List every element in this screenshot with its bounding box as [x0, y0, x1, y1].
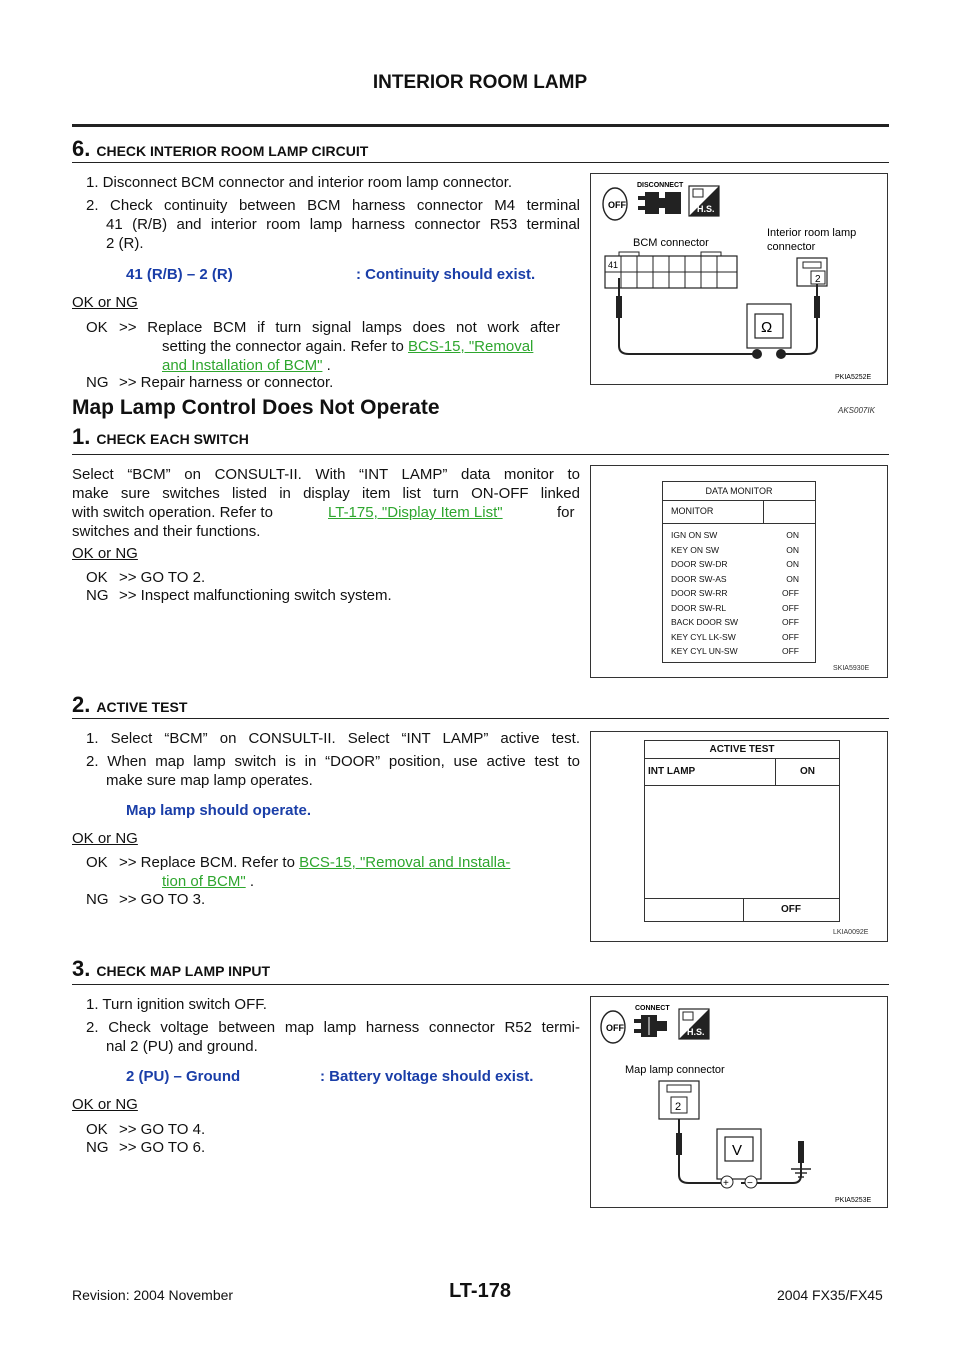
figure-active-test: [590, 731, 888, 942]
map-lamp-connector-label: Map lamp connector: [625, 1064, 725, 1076]
footer-revision: Revision: 2004 November: [72, 1287, 234, 1303]
harness-side-icon: [679, 1009, 709, 1039]
monitor-row: [663, 645, 815, 660]
ignition-off-icon: [601, 1011, 625, 1043]
bcm-connector-label: BCM connector: [633, 237, 709, 249]
header-rule: [72, 124, 889, 127]
link-bcs-15-installation-2[interactable]: tion of BCM": [162, 873, 246, 890]
wiring-diagram-continuity: [591, 174, 887, 384]
active-test-off-button[interactable]: OFF: [781, 904, 801, 915]
ohmmeter-icon: [747, 304, 791, 348]
svg-text:41: 41: [608, 260, 619, 270]
data-monitor-screen: [662, 481, 816, 663]
monitor-item-value: ON: [786, 544, 799, 555]
link-bcs-15-removal[interactable]: BCS-15, "Removal: [408, 338, 534, 355]
page-number: LT-178: [449, 1280, 511, 1302]
svg-text:V: V: [732, 1142, 743, 1159]
step-3-ng-result: NG >> GO TO 6.: [86, 1139, 206, 1156]
step-2-ng-result: NG >> GO TO 3.: [86, 891, 206, 908]
step-2-spec: Map lamp should operate.: [126, 802, 312, 819]
step-3-ok-result: OK >> GO TO 4.: [86, 1121, 206, 1138]
figure-code: PKIA5253E: [835, 1197, 872, 1204]
monitor-row: [663, 602, 815, 617]
data-monitor-subtitle-row: [663, 501, 815, 524]
step-2-line-2a: 2. When map lamp switch is in “DOOR” position, use active test to: [86, 753, 580, 770]
step-6-line-1: 1. Disconnect BCM connector and interior room lamp connector.: [86, 174, 513, 191]
figure-map-lamp-voltage: [590, 996, 888, 1208]
interior-lamp-connector: [797, 258, 827, 286]
step-6-line-2a: 2. Check continuity between BCM harness connector M4 terminal: [86, 197, 580, 214]
step-1-ng-result: NG >> Inspect malfunctioning switch system.: [86, 587, 392, 604]
monitor-row: [663, 573, 815, 588]
step-3-line-2b: nal 2 (PU) and ground.: [106, 1038, 258, 1055]
figure-bcm-continuity: [590, 173, 888, 385]
monitor-item-name: DOOR SW-RR: [671, 588, 728, 598]
step-6-title: 6. CHECK INTERIOR ROOM LAMP CIRCUIT: [72, 136, 369, 161]
monitor-item-value: ON: [786, 559, 799, 569]
active-test-title: ACTIVE TEST: [645, 741, 839, 759]
active-test-value: ON: [800, 766, 815, 777]
data-monitor-title: DATA MONITOR: [663, 482, 815, 501]
section-code: AKS007IK: [838, 406, 875, 415]
ignition-off-icon: [603, 188, 627, 220]
step-1-rule: [72, 454, 889, 455]
connect-icon: [634, 1005, 670, 1037]
svg-text:Ω: Ω: [761, 319, 773, 336]
figure-code: LKIA0092E: [833, 929, 869, 936]
monitor-row: [663, 529, 815, 544]
svg-text:2: 2: [675, 1101, 682, 1113]
svg-text:+: +: [723, 1178, 729, 1189]
step-2-ok-result-2: tion of BCM" .: [162, 873, 255, 890]
step-6-line-2c: 2 (R).: [106, 235, 144, 252]
active-test-item: INT LAMP: [648, 766, 696, 777]
step-6-ng-result: NG >> Repair harness or connector.: [86, 374, 334, 391]
step-6-number: 6.: [72, 136, 91, 161]
step-6-ok-result-2: setting the connector again. Refer to BCS-15, "Removal: [162, 338, 534, 355]
page-header: INTERIOR ROOM LAMP: [372, 72, 588, 93]
step-3-line-2a: 2. Check voltage between map lamp harness connector R52 termi-: [86, 1019, 580, 1036]
lamp-connector-label-1: Interior room lamp: [767, 227, 857, 239]
svg-text:H.S.: H.S.: [687, 1027, 705, 1037]
step-3-spec-right: : Battery voltage should exist.: [320, 1068, 534, 1085]
step-1-line-3a: with switch operation. Refer to: [72, 504, 273, 521]
monitor-item-name: BACK DOOR SW: [671, 617, 739, 627]
step-3-title: 3. CHECK MAP LAMP INPUT: [72, 956, 271, 981]
step-2-title: 2. ACTIVE TEST: [72, 692, 188, 717]
monitor-item-name: KEY CYL UN-SW: [671, 646, 738, 656]
link-bcs-15-removal-installation[interactable]: BCS-15, "Removal and Installa-: [299, 854, 511, 871]
monitor-item-name: DOOR SW-DR: [671, 559, 728, 569]
step-2-rule: [72, 718, 889, 719]
wiring-diagram-voltage: [591, 997, 887, 1207]
disconnect-icon: [637, 182, 684, 214]
monitor-row: [663, 616, 815, 631]
data-monitor-list: [663, 524, 815, 660]
monitor-item-value: OFF: [782, 646, 799, 656]
monitor-item-value: ON: [786, 573, 799, 584]
monitor-item-value: OFF: [782, 631, 799, 642]
figure-code: PKIA5252E: [835, 374, 872, 381]
monitor-item-name: KEY CYL LK-SW: [671, 631, 736, 642]
step-1-line-4: switches and their functions.: [72, 523, 261, 540]
step-6-ok-result-3: and Installation of BCM" .: [162, 357, 331, 374]
step-6-spec-right: : Continuity should exist.: [356, 266, 536, 283]
svg-text:CONNECT: CONNECT: [635, 1005, 670, 1012]
figure-code: SKIA5930E: [833, 665, 870, 672]
lamp-connector-label-2: connector: [767, 241, 816, 253]
monitor-item-name: IGN ON SW: [671, 530, 718, 540]
step-1-ok-result: OK >> GO TO 2.: [86, 569, 206, 586]
footer-model: 2004 FX35/FX45: [777, 1287, 883, 1303]
step-2-line-2b: make sure map lamp operates.: [106, 772, 313, 789]
svg-text:−: −: [747, 1178, 753, 1189]
monitor-item-value: ON: [786, 530, 799, 540]
svg-text:OFF: OFF: [608, 200, 626, 210]
step-1-line-1: Select “BCM” on CONSULT-II. With “INT LAMP” data monitor to: [72, 466, 580, 483]
monitor-item-value: OFF: [782, 602, 799, 613]
step-1-title: 1. CHECK EACH SWITCH: [72, 424, 249, 449]
step-2-number: 2.: [72, 692, 91, 717]
svg-text:OFF: OFF: [606, 1023, 624, 1033]
step-1-line-2: make sure switches listed in display item list turn ON-OFF linked: [72, 485, 580, 502]
monitor-item-name: DOOR SW-RL: [671, 602, 727, 613]
figure-data-monitor: [590, 465, 888, 678]
step-3-rule: [72, 984, 889, 985]
data-monitor-subtitle: MONITOR: [671, 506, 714, 516]
step-2-ok-or-ng: OK or NG: [72, 830, 138, 847]
step-1-line-3b: for: [557, 504, 575, 521]
step-6-ok-result: OK >> Replace BCM if turn signal lamps does not work after: [86, 319, 560, 336]
monitor-item-value: OFF: [782, 588, 799, 598]
active-test-screen: [644, 740, 840, 922]
step-2-line-1: 1. Select “BCM” on CONSULT-II. Select “INT LAMP” active test.: [86, 730, 580, 747]
step-6-ok-or-ng: OK or NG: [72, 294, 138, 311]
map-lamp-connector: [659, 1081, 699, 1119]
link-bcs-15-installation[interactable]: and Installation of BCM": [162, 357, 323, 374]
active-test-item-row: [645, 759, 839, 786]
bcm-connector: [605, 252, 737, 288]
svg-text:H.S.: H.S.: [697, 204, 715, 214]
step-1-number: 1.: [72, 424, 91, 449]
monitor-item-name: DOOR SW-AS: [671, 573, 727, 584]
monitor-row: [663, 544, 815, 559]
monitor-item-value: OFF: [782, 617, 799, 627]
step-3-spec-left: 2 (PU) – Ground: [126, 1068, 241, 1085]
step-6-rule: [72, 162, 889, 163]
monitor-row: [663, 587, 815, 602]
monitor-row: [663, 558, 815, 573]
harness-side-icon: [689, 186, 719, 216]
step-1-ok-or-ng: OK or NG: [72, 545, 138, 562]
step-2-ok-result: OK >> Replace BCM. Refer to BCS-15, "Removal and Installa-: [86, 854, 511, 871]
step-6-line-2b: 41 (R/B) and interior room lamp harness connector R53 terminal: [106, 216, 580, 233]
link-lt-175-display-item-list[interactable]: LT-175, "Display Item List": [328, 504, 503, 521]
svg-text:2: 2: [815, 274, 821, 285]
step-3-line-1: 1. Turn ignition switch OFF.: [86, 996, 267, 1013]
active-test-button-row: [645, 898, 839, 921]
voltmeter-icon: [717, 1129, 761, 1189]
section-heading: Map Lamp Control Does Not Operate: [72, 396, 440, 419]
step-3-ok-or-ng: OK or NG: [72, 1096, 138, 1113]
step-3-number: 3.: [72, 956, 91, 981]
monitor-item-name: KEY ON SW: [671, 544, 720, 555]
svg-text:DISCONNECT: DISCONNECT: [637, 182, 684, 189]
step-6-spec-left: 41 (R/B) – 2 (R): [126, 266, 233, 283]
monitor-row: [663, 631, 815, 646]
